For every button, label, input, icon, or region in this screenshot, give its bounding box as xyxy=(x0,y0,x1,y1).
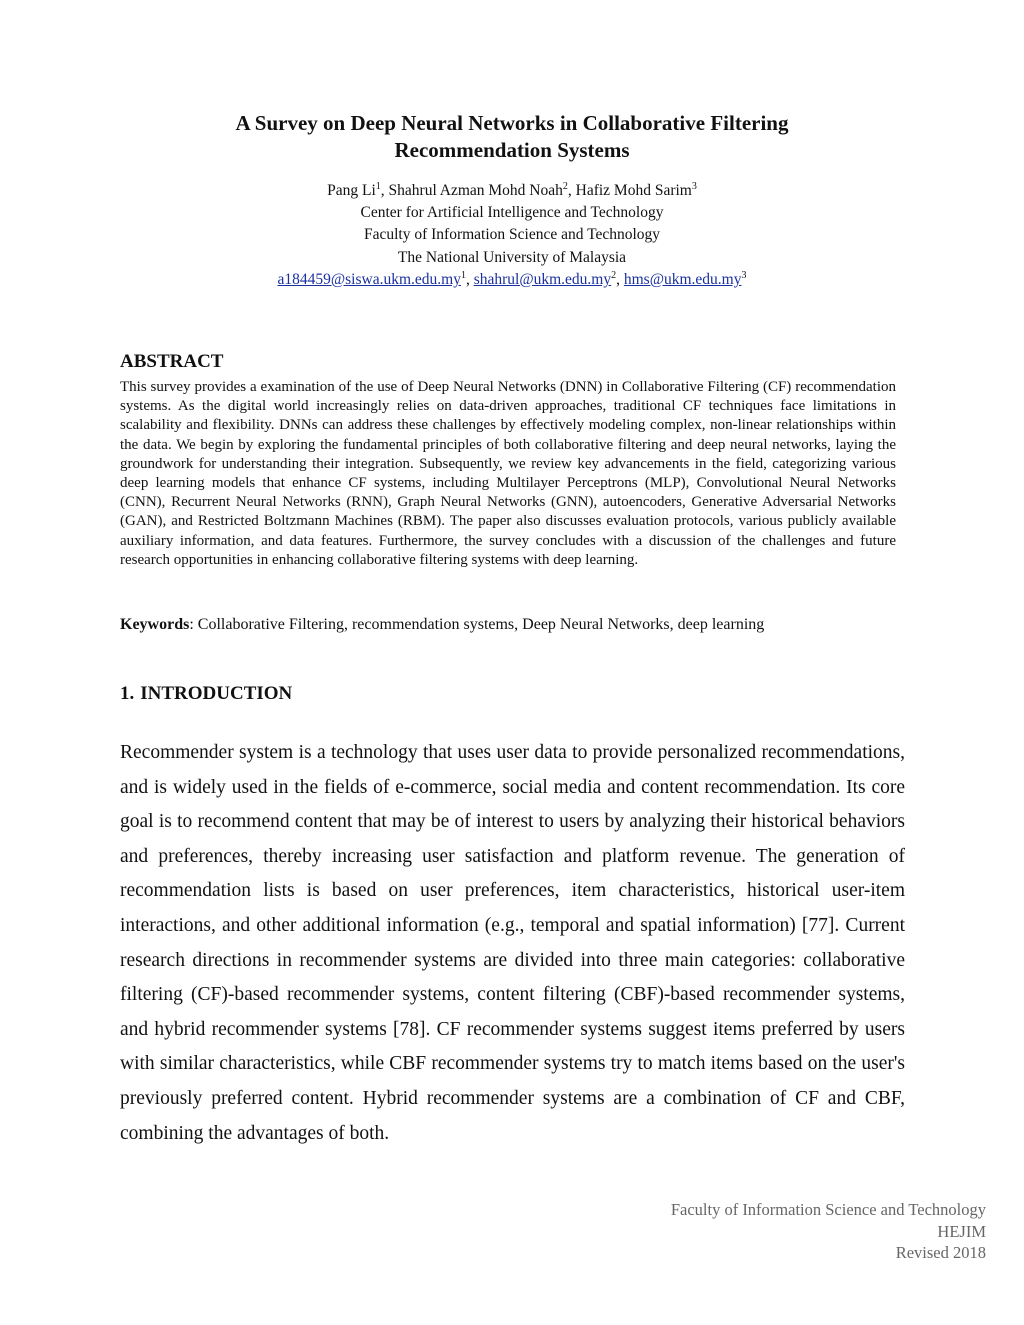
footer-revision: Revised 2018 xyxy=(895,1243,986,1262)
author-name: Shahrul Azman Mohd Noah xyxy=(388,182,563,199)
section-heading-introduction xyxy=(120,682,292,706)
affiliation-line: The National University of Malaysia xyxy=(397,248,627,266)
author-separator: , xyxy=(380,182,389,199)
affiliation-line: Faculty of Information Science and Technology xyxy=(363,226,661,244)
introduction-paragraph: Recommender system is a technology that uses user data to provide personalized recommendations, and is widely used in the fields of e-commerce, social media and content recommendation. Its core goal is to recommend content that may be of interest to users by analyzing their historical behaviors and preferences, thereby increasing user satisfaction and platform revenue. The generation of recommendation lists is based on user preferences, item characteristics, historical user-item interactions, and other additional information (e.g., temporal and spatial information) [77]. Current research directions in recommender systems are divided into three main categories: collaborative filtering (CF)-based recommender systems, content filtering (CBF)-based recommender systems, and hybrid recommender systems [78]. CF recommender systems suggest items preferred by users with similar characteristics, while CBF recommender systems try to match items based on the user's previously preferred content. Hybrid recommender systems are a combination of CF and CBF, combining the advantages of both. xyxy=(120,742,905,1144)
author-superscript: 2 xyxy=(562,180,568,192)
author-list xyxy=(0,180,1024,202)
keywords-text: : Collaborative Filtering, recommendation systems, Deep Neural Networks, deep learning xyxy=(189,616,765,633)
email-superscript: 3 xyxy=(741,269,747,281)
footer-journal: HEJIM xyxy=(937,1221,986,1241)
page-footer xyxy=(671,1199,986,1264)
email-link[interactable]: shahrul@ukm.edu.my xyxy=(473,270,612,288)
abstract-text: This survey provides a examination of the use of Deep Neural Networks (DNN) in Collaborative Filtering (CF) recommendation systems. As the digital world increasingly relies on data-driven approaches, traditional CF techniques face limitations in scalability and flexibility. DNNs can address these challenges by effectively modeling complex, non-linear relationships within the data. We begin by exploring the fundamental principles of both collaborative filtering and deep neural networks, laying the groundwork for understanding their integration. Subsequently, we review key advancements in the field, categorizing various deep learning models that enhance CF systems, including Multilayer Perceptrons (MLP), Convolutional Neural Networks (CNN), Recurrent Neural Networks (RNN), Graph Neural Networks (GNN), autoencoders, Generative Adversarial Networks (GAN), and Restricted Boltzmann Machines (RBM). The paper also discusses evaluation protocols, various publicly available auxiliary information, and data features. Furthermore, the survey concludes with a discussion of the challenges and future research opportunities in enhancing collaborative filtering systems with deep learning. xyxy=(120,379,896,568)
title-line-1: A Survey on Deep Neural Networks in Collaborative Filtering xyxy=(235,111,789,135)
author-block xyxy=(0,180,1024,291)
author-name: Pang Li xyxy=(327,182,376,199)
email-list xyxy=(0,269,1024,291)
footer-faculty: Faculty of Information Science and Technology xyxy=(670,1200,986,1219)
section-number: 1. xyxy=(120,683,135,704)
email-link[interactable]: hms@ukm.edu.my xyxy=(623,270,742,288)
affiliation-line: Center for Artificial Intelligence and Technology xyxy=(360,204,664,222)
email-superscript: 2 xyxy=(611,269,617,281)
email-separator: , xyxy=(616,270,624,288)
email-link[interactable]: a184459@siswa.ukm.edu.my xyxy=(277,270,461,288)
email-separator: , xyxy=(465,270,474,288)
section-title: INTRODUCTION xyxy=(140,683,293,704)
keywords-label: Keywords xyxy=(120,616,190,633)
email-superscript: 1 xyxy=(460,269,466,281)
author-superscript: 3 xyxy=(691,180,697,192)
author-name: Hafiz Mohd Sarim xyxy=(575,182,692,199)
keywords-line xyxy=(120,614,920,636)
title-line-2: Recommendation Systems xyxy=(394,138,630,162)
paper-title xyxy=(0,110,1024,164)
author-superscript: 1 xyxy=(375,180,381,192)
abstract-heading: ABSTRACT xyxy=(120,351,224,372)
author-separator: , xyxy=(567,182,576,199)
